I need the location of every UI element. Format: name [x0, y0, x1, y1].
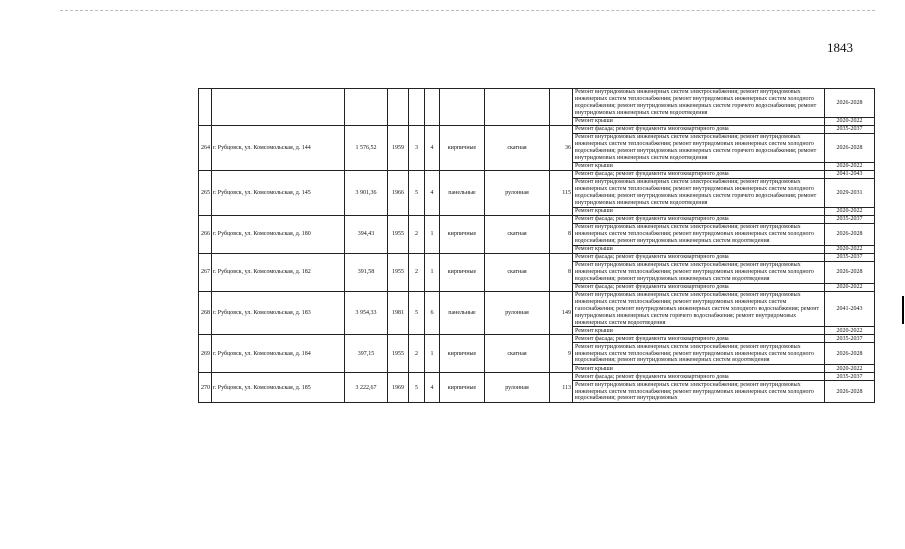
building-address: г. Рубцовск, ул. Комсомольская, д. 145 — [212, 171, 345, 216]
roof-type: скатная — [485, 335, 550, 373]
work-description: Ремонт фасада; ремонт фундамента многоквартирного дома — [573, 126, 825, 134]
build-year: 1966 — [388, 171, 409, 216]
work-description: Ремонт фасада; ремонт фундамента многоквартирного дома — [573, 171, 825, 179]
empty-cell — [345, 89, 388, 126]
work-description: Ремонт внутридомовых инженерных систем электроснабжения; ремонт внутридомовых инженерных систем теплоснабжения; ремонт внутридомовых инженерных систем газоснабжения; ремонт внутридомовых инженерных систем холодного водоснабжения; ремонт внутридомовых инженерных систем горячего водоснабжения; ремонт внутридомовых инженерных систем водоотведения — [573, 292, 825, 327]
building-address: г. Рубцовск, ул. Комсомольская, д. 180 — [212, 216, 345, 254]
floor-count: 5 — [409, 171, 425, 216]
work-description: Ремонт крыши — [573, 163, 825, 171]
wall-material: кирпичные — [440, 216, 485, 254]
work-period: 2035-2037 — [825, 126, 875, 134]
building-area: 391,58 — [345, 254, 388, 292]
work-description: Ремонт крыши — [573, 246, 825, 254]
work-description: Ремонт внутридомовых инженерных систем электроснабжения; ремонт внутридомовых инженерных систем теплоснабжения; ремонт внутридомовых инженерных систем холодного водоснабжения; ремонт внутридомовых — [573, 381, 825, 403]
empty-cell — [485, 89, 550, 126]
build-year: 1959 — [388, 126, 409, 171]
floor-count: 5 — [409, 292, 425, 335]
roof-type: скатная — [485, 216, 550, 254]
work-period: 2035-2037 — [825, 254, 875, 262]
empty-cell — [212, 89, 345, 126]
entrance-count: 1 — [425, 254, 440, 292]
work-period: 2035-2037 — [825, 216, 875, 224]
work-description: Ремонт крыши — [573, 327, 825, 335]
build-year: 1981 — [388, 292, 409, 335]
empty-cell — [425, 89, 440, 126]
entrance-count: 6 — [425, 292, 440, 335]
work-period: 2020-2022 — [825, 208, 875, 216]
build-year: 1955 — [388, 254, 409, 292]
table-row — [199, 254, 875, 262]
empty-cell — [409, 89, 425, 126]
building-area: 1 576,52 — [345, 126, 388, 171]
work-period: 2020-2022 — [825, 284, 875, 292]
floor-count: 3 — [409, 126, 425, 171]
floor-count: 2 — [409, 216, 425, 254]
work-description: Ремонт крыши — [573, 365, 825, 373]
empty-cell — [199, 89, 212, 126]
empty-cell — [440, 89, 485, 126]
entrance-count: 1 — [425, 335, 440, 373]
work-period: 2026-2028 — [825, 89, 875, 118]
table-row — [199, 216, 875, 224]
work-description: Ремонт крыши — [573, 118, 825, 126]
resident-count: 36 — [550, 126, 573, 171]
roof-type: скатная — [485, 254, 550, 292]
wall-material: кирпичные — [440, 126, 485, 171]
building-address: г. Рубцовск, ул. Комсомольская, д. 182 — [212, 254, 345, 292]
build-year: 1969 — [388, 373, 409, 403]
work-period: 2026-2028 — [825, 224, 875, 246]
row-number: 264 — [199, 126, 212, 171]
work-period: 2041-2043 — [825, 171, 875, 179]
work-period: 2020-2022 — [825, 327, 875, 335]
work-description: Ремонт внутридомовых инженерных систем электроснабжения; ремонт внутридомовых инженерных систем теплоснабжения; ремонт внутридомовых инженерных систем холодного водоснабжения; ремонт внутридомовых инженерных систем водоотведения — [573, 262, 825, 284]
work-description: Ремонт фасада; ремонт фундамента многоквартирного дома — [573, 254, 825, 262]
work-description: Ремонт фасада; ремонт фундамента многоквартирного дома — [573, 216, 825, 224]
roof-type: рулонная — [485, 292, 550, 335]
wall-material: кирпичные — [440, 254, 485, 292]
building-area: 394,43 — [345, 216, 388, 254]
work-description: Ремонт фасада; ремонт фундамента многоквартирного дома — [573, 373, 825, 381]
page-number: 1843 — [827, 40, 853, 55]
building-address: г. Рубцовск, ул. Комсомольская, д. 183 — [212, 292, 345, 335]
table-row — [199, 89, 875, 118]
building-area: 3 954,33 — [345, 292, 388, 335]
table-row — [199, 126, 875, 134]
work-description: Ремонт внутридомовых инженерных систем электроснабжения; ремонт внутридомовых инженерных систем теплоснабжения; ремонт внутридомовых инженерных систем холодного водоснабжения; ремонт внутридомовых инженерных систем горячего водоснабжения; ремонт внутридомовых инженерных систем водоотведения — [573, 134, 825, 163]
building-area: 397,15 — [345, 335, 388, 373]
building-address: г. Рубцовск, ул. Комсомольская, д. 185 — [212, 373, 345, 403]
work-description: Ремонт крыши — [573, 208, 825, 216]
wall-material: панельные — [440, 171, 485, 216]
table-row — [199, 335, 875, 343]
entrance-count: 1 — [425, 216, 440, 254]
work-period: 2035-2037 — [825, 373, 875, 381]
work-period: 2020-2022 — [825, 246, 875, 254]
building-address: г. Рубцовск, ул. Комсомольская, д. 144 — [212, 126, 345, 171]
table-row — [199, 171, 875, 179]
row-number: 265 — [199, 171, 212, 216]
table-row — [199, 373, 875, 381]
work-period: 2041-2043 — [825, 292, 875, 327]
work-description: Ремонт внутридомовых инженерных систем электроснабжения; ремонт внутридомовых инженерных систем теплоснабжения; ремонт внутридомовых инженерных систем холодного водоснабжения; ремонт внутридомовых инженерных систем горячего водоснабжения; ремонт внутридомовых инженерных систем водоотведения — [573, 179, 825, 208]
work-period: 2026-2028 — [825, 343, 875, 365]
empty-cell — [388, 89, 409, 126]
work-period: 2020-2022 — [825, 163, 875, 171]
build-year: 1955 — [388, 216, 409, 254]
work-description: Ремонт фасада; ремонт фундамента многоквартирного дома — [573, 335, 825, 343]
work-period: 2026-2028 — [825, 381, 875, 403]
entrance-count: 4 — [425, 171, 440, 216]
row-number: 266 — [199, 216, 212, 254]
work-description: Ремонт внутридомовых инженерных систем электроснабжения; ремонт внутридомовых инженерных систем теплоснабжения; ремонт внутридомовых инженерных систем холодного водоснабжения; ремонт внутридомовых инженерных систем горячего водоснабжения; ремонт внутридомовых инженерных систем водоотведения — [573, 89, 825, 118]
row-number: 267 — [199, 254, 212, 292]
work-period: 2020-2022 — [825, 365, 875, 373]
row-number: 270 — [199, 373, 212, 403]
roof-type: скатная — [485, 126, 550, 171]
roof-type: рулонная — [485, 171, 550, 216]
entrance-count: 4 — [425, 373, 440, 403]
table-row — [199, 292, 875, 327]
floor-count: 2 — [409, 254, 425, 292]
wall-material: кирпичные — [440, 335, 485, 373]
resident-count: 8 — [550, 254, 573, 292]
wall-material: кирпичные — [440, 373, 485, 403]
resident-count: 9 — [550, 335, 573, 373]
work-period: 2026-2028 — [825, 262, 875, 284]
work-period: 2035-2037 — [825, 335, 875, 343]
row-number: 268 — [199, 292, 212, 335]
work-description: Ремонт внутридомовых инженерных систем электроснабжения; ремонт внутридомовых инженерных систем теплоснабжения; ремонт внутридомовых инженерных систем холодного водоснабжения; ремонт внутридомовых инженерных систем водоотведения — [573, 224, 825, 246]
scan-margin-mark — [902, 296, 904, 324]
resident-count: 113 — [550, 373, 573, 403]
floor-count: 2 — [409, 335, 425, 373]
building-address: г. Рубцовск, ул. Комсомольская, д. 184 — [212, 335, 345, 373]
resident-count: 8 — [550, 216, 573, 254]
capital-repair-table — [198, 88, 875, 403]
building-area: 3 901,36 — [345, 171, 388, 216]
entrance-count: 4 — [425, 126, 440, 171]
floor-count: 5 — [409, 373, 425, 403]
resident-count: 149 — [550, 292, 573, 335]
work-period: 2020-2022 — [825, 118, 875, 126]
roof-type: рулонная — [485, 373, 550, 403]
building-area: 3 222,67 — [345, 373, 388, 403]
empty-cell — [550, 89, 573, 126]
work-period: 2026-2028 — [825, 134, 875, 163]
row-number: 269 — [199, 335, 212, 373]
work-description: Ремонт внутридомовых инженерных систем электроснабжения; ремонт внутридомовых инженерных систем теплоснабжения; ремонт внутридомовых инженерных систем холодного водоснабжения; ремонт внутридомовых инженерных систем водоотведения — [573, 343, 825, 365]
work-period: 2029-2031 — [825, 179, 875, 208]
build-year: 1955 — [388, 335, 409, 373]
work-description: Ремонт фасада; ремонт фундамента многоквартирного дома — [573, 284, 825, 292]
scan-edge-line — [60, 10, 875, 12]
wall-material: панельные — [440, 292, 485, 335]
resident-count: 115 — [550, 171, 573, 216]
